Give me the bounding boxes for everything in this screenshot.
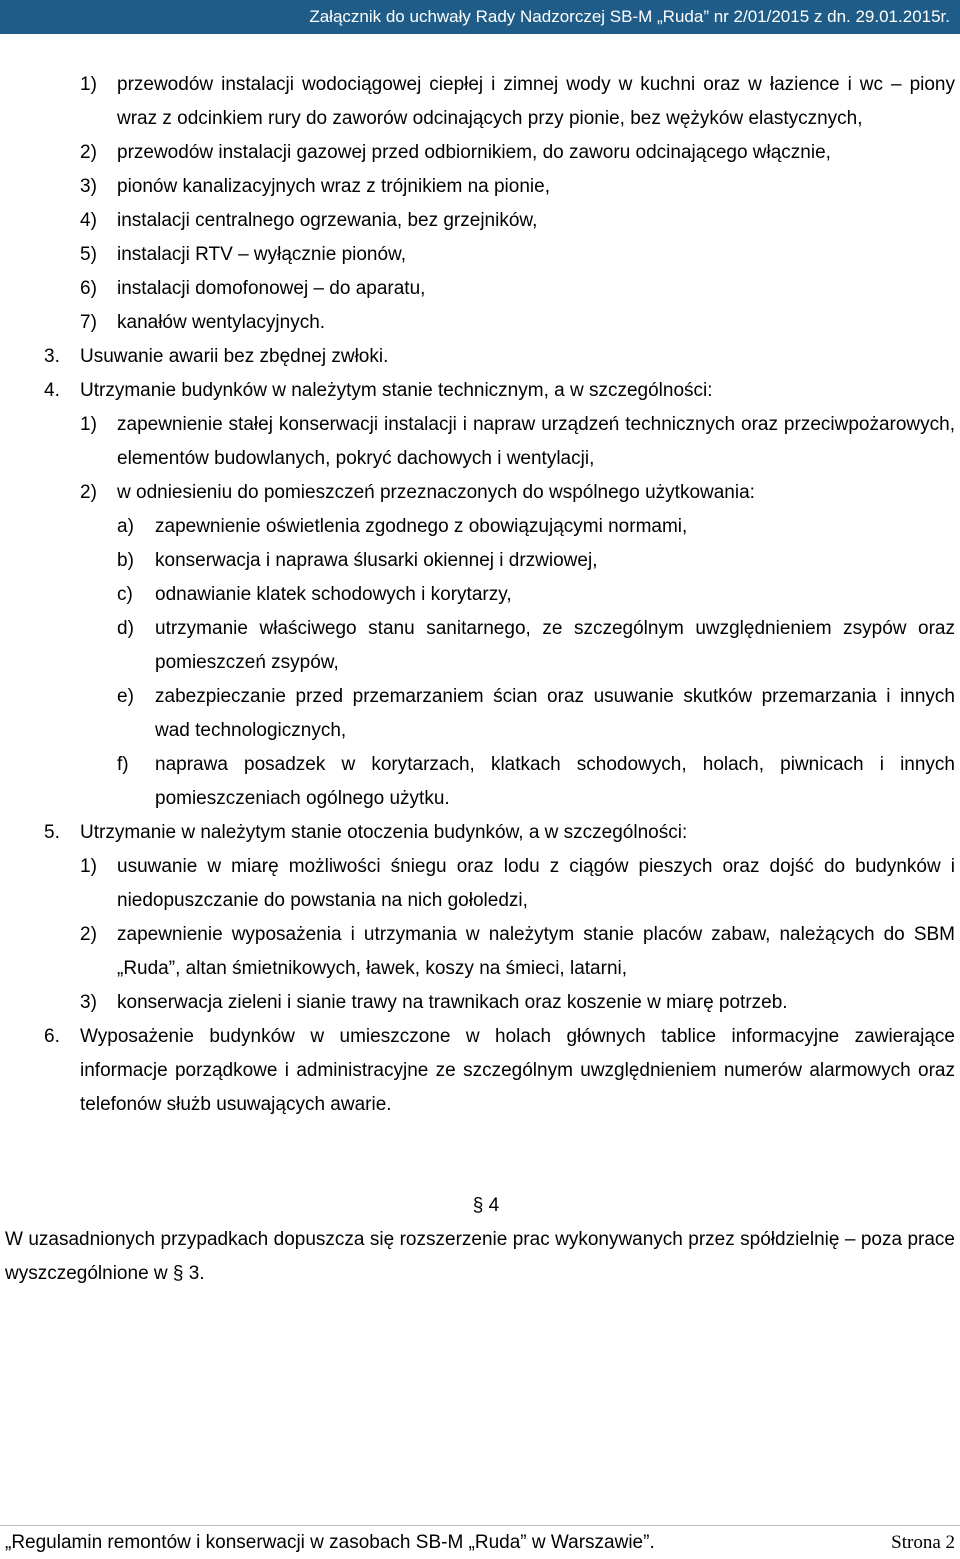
list-item xyxy=(80,918,955,986)
sublist-text: konserwacja i naprawa ślusarki okiennej i drzwiowej, xyxy=(155,550,598,571)
section-text: Wyposażenie budynków w umieszczone w holach głównych tablice informacyjne zawierające informacje porządkowe i administracyjne ze szczególnym uwzględnieniem numerów alarmowych oraz telefonów służb usuwających awarie. xyxy=(80,1026,955,1115)
paragraph-text: W uzasadnionych przypadkach dopuszcza się rozszerzenie prac wykonywanych przez spółdzielnię – poza prace wyszczególnione w § 3. xyxy=(5,1229,955,1284)
list-number: 1) xyxy=(80,856,97,877)
list-item xyxy=(80,476,955,510)
list-item xyxy=(80,238,955,272)
list-number: 4) xyxy=(80,210,97,231)
list-number: 2) xyxy=(80,482,97,503)
page-footer xyxy=(0,1527,960,1559)
sublist-item xyxy=(117,612,955,680)
footer-title: „Regulamin remontów i konserwacji w zasobach SB-M „Ruda” w Warszawie”. xyxy=(5,1532,655,1553)
sublist-item xyxy=(117,748,955,816)
section-5 xyxy=(44,816,955,850)
list-number: 1) xyxy=(80,74,97,95)
list-number: 1) xyxy=(80,414,97,435)
sublist-letter: c) xyxy=(117,584,133,605)
list-text: w odniesieniu do pomieszczeń przeznaczonych do wspólnego użytkowania: xyxy=(117,482,755,503)
section-number: 6. xyxy=(44,1026,60,1047)
list-item xyxy=(80,204,955,238)
document-body xyxy=(0,68,960,1122)
section-number: 3. xyxy=(44,346,60,367)
list-number: 3) xyxy=(80,992,97,1013)
list-text: instalacji RTV – wyłącznie pionów, xyxy=(117,244,407,265)
list-text: usuwanie w miarę możliwości śniegu oraz lodu z ciągów pieszych oraz dojść do budynków i niedopuszczanie do powstania na nich gołoledzi, xyxy=(117,856,955,911)
sublist-letter: a) xyxy=(117,516,134,537)
paragraph-sign: § 4 xyxy=(472,1195,500,1216)
page-number: Strona 2 xyxy=(891,1532,955,1553)
sublist-text: naprawa posadzek w korytarzach, klatkach schodowych, holach, piwnicach i innych pomieszczeniach ogólnego użytku. xyxy=(155,754,955,809)
sublist-text: zapewnienie oświetlenia zgodnego z obowiązującymi normami, xyxy=(155,516,688,537)
list-text: zapewnienie stałej konserwacji instalacji i napraw urządzeń technicznych oraz przeciwpożarowych, elementów budowlanych, pokryć dachowych i wentylacji, xyxy=(117,414,955,469)
list-number: 3) xyxy=(80,176,97,197)
list-item xyxy=(80,850,955,918)
list-item xyxy=(80,272,955,306)
sublist-letter: b) xyxy=(117,550,134,571)
sublist-text: odnawianie klatek schodowych i korytarzy, xyxy=(155,584,512,605)
section-text: Utrzymanie budynków w należytym stanie technicznym, a w szczególności: xyxy=(80,380,713,401)
list-item xyxy=(80,986,955,1020)
page-header: Załącznik do uchwały Rady Nadzorczej SB-M „Ruda” nr 2/01/2015 z dn. 29.01.2015r. xyxy=(0,0,960,34)
footer-divider xyxy=(0,1525,960,1526)
list-number: 2) xyxy=(80,142,97,163)
list-item xyxy=(80,306,955,340)
section-6 xyxy=(44,1020,955,1122)
list-text: zapewnienie wyposażenia i utrzymania w należytym stanie placów zabaw, należących do SBM „Ruda”, altan śmietnikowych, ławek, koszy na śmieci, latarni, xyxy=(117,924,955,979)
sublist-item xyxy=(117,510,955,544)
sublist-text: utrzymanie właściwego stanu sanitarnego, ze szczególnym uwzględnieniem zsypów oraz pomieszczeń zsypów, xyxy=(155,618,955,673)
list-number: 7) xyxy=(80,312,97,333)
list-text: kanałów wentylacyjnych. xyxy=(117,312,326,333)
sublist-item xyxy=(117,544,955,578)
section-4 xyxy=(44,374,955,408)
list-text: przewodów instalacji gazowej przed odbiornikiem, do zaworu odcinającego włącznie, xyxy=(117,142,831,163)
section-number: 4. xyxy=(44,380,60,401)
sublist-letter: f) xyxy=(117,754,129,775)
list-text: instalacji centralnego ogrzewania, bez grzejników, xyxy=(117,210,538,231)
list-item xyxy=(80,68,955,136)
section-text: Utrzymanie w należytym stanie otoczenia budynków, a w szczególności: xyxy=(80,822,688,843)
list-text: konserwacja zieleni i sianie trawy na trawnikach oraz koszenie w miarę potrzeb. xyxy=(117,992,788,1013)
list-number: 5) xyxy=(80,244,97,265)
sublist-text: zabezpieczanie przed przemarzaniem ścian oraz usuwanie skutków przemarzania i innych wad technologicznych, xyxy=(155,686,955,741)
list-item xyxy=(80,170,955,204)
list-text: instalacji domofonowej – do aparatu, xyxy=(117,278,426,299)
sublist-item xyxy=(117,578,955,612)
list-item xyxy=(80,408,955,476)
sublist-letter: e) xyxy=(117,686,134,707)
list-text: przewodów instalacji wodociągowej ciepłej i zimnej wody w kuchni oraz w łazience i wc – piony wraz z odcinkiem rury do zaworów odcinających przy pionie, bez wężyków elastycznych, xyxy=(117,74,955,129)
section-text: Usuwanie awarii bez zbędnej zwłoki. xyxy=(80,346,389,367)
sublist-item xyxy=(117,680,955,748)
section-number: 5. xyxy=(44,822,60,843)
list-number: 2) xyxy=(80,924,97,945)
sublist-letter: d) xyxy=(117,618,134,639)
list-item xyxy=(80,136,955,170)
section-3 xyxy=(44,340,955,374)
list-number: 6) xyxy=(80,278,97,299)
list-text: pionów kanalizacyjnych wraz z trójnikiem na pionie, xyxy=(117,176,550,197)
